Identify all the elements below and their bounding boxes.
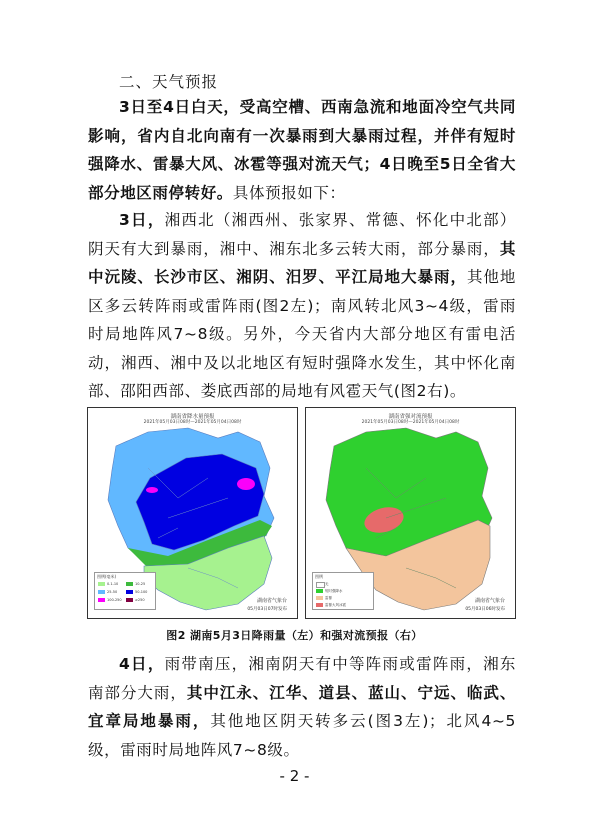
left-map-issued: 05月03日07时发布 — [247, 607, 287, 612]
left-map-subtitle: 2021年05月03日08时—2021年05月04日08时 — [143, 420, 242, 425]
day4-text-1: 雨带南压，湘南阴天有中等阵雨或雷阵雨，湘东南部分大雨， — [88, 655, 516, 702]
left-map-title: 湖南省降水量预报 — [170, 414, 215, 420]
figure-2 — [87, 407, 516, 619]
legend-label-1: 0.1-10 — [107, 582, 119, 586]
right-map-issued: 05月03日06时发布 — [465, 607, 505, 612]
legend-label-none: 无 — [325, 582, 329, 586]
paragraph-day4 — [88, 650, 516, 764]
legend-swatch-4 — [126, 590, 133, 594]
left-map-legend — [94, 572, 156, 610]
legend-swatch-6 — [126, 598, 133, 602]
legend-swatch-heavy-rain — [316, 589, 323, 593]
legend-label-5: 100-250 — [107, 598, 122, 602]
day3-text-2: 其他地区多云转阵雨或雷阵雨(图2左)；南风转北风3~4级，雷雨时局地阵风7~8级。另外，今天省内大部分地区有雷电活动，湘西、湘中及以北地区有短时强降水发生，其中怀化南部、邵阳西部、娄底西部的局地有风雹天气(图2右)。 — [88, 268, 516, 400]
legend-label-6: ≥250 — [135, 598, 145, 602]
legend-label-3: 25-50 — [107, 590, 118, 594]
overview-normal-text: 具体预报如下： — [232, 183, 346, 202]
legend-label-thunder: 雷暴 — [325, 596, 332, 600]
legend-label-heavy-rain: 短时强降水 — [325, 589, 343, 593]
day4-bold-text: 其中江永、江华、道县、蓝山、宁远、临武、宜章局地暴雨， — [88, 683, 516, 730]
page-number: - 2 - — [279, 767, 310, 785]
figure-caption: 图2 湖南5月3日降雨量（左）和强对流预报（右） — [166, 629, 423, 642]
legend-swatch-1 — [98, 582, 105, 586]
right-map-legend — [312, 572, 374, 610]
paragraph-overview — [88, 93, 516, 207]
legend-swatch-2 — [126, 582, 133, 586]
section-title: 二、天气预报 — [119, 73, 219, 91]
overview-bold-text: 3日至4日白天，受高空槽、西南急流和地面冷空气共同影响，省内自北向南有一次暴雨到大暴雨过程，并伴有短时强降水、雷暴大风、冰雹等强对流天气；4日晚至5日全省大部分地区雨停转好。 — [88, 98, 516, 202]
precipitation-forecast-map — [87, 407, 298, 619]
day3-bold-text: 其中沅陵、长沙市区、湘阴、汨罗、平江局地大暴雨， — [88, 239, 516, 286]
right-map-subtitle: 2021年05月03日08时—2021年05月04日08时 — [361, 420, 460, 425]
right-map-agency: 湖南省气象台 — [474, 598, 505, 604]
legend-swatch-5 — [98, 598, 105, 602]
legend-label-hail: 雷暴大风冰雹 — [325, 603, 346, 607]
day4-label: 4日， — [119, 655, 165, 673]
paragraph-day3 — [88, 206, 516, 406]
legend-swatch-thunder — [316, 596, 323, 600]
legend-swatch-none — [316, 582, 325, 588]
left-legend-title: 图例(毫米) — [97, 574, 117, 579]
day3-text-1: 湘西北（湘西州、张家界、常德、怀化中北部）阴天有大到暴雨，湘中、湘东北多云转大雨，部分暴雨， — [88, 211, 516, 258]
day4-text-2: 其他地区阴天转多云(图3左)；北风4~5级，雷雨时局地阵风7~8级。 — [88, 712, 516, 759]
left-map-agency: 湖南省气象台 — [256, 598, 287, 604]
legend-label-2: 10-25 — [135, 582, 146, 586]
day3-label: 3日， — [119, 211, 165, 229]
right-map-title: 湖南省强对流预报 — [388, 414, 433, 420]
legend-swatch-3 — [98, 590, 105, 594]
legend-label-4: 50-100 — [135, 590, 148, 594]
convection-forecast-map — [305, 407, 516, 619]
right-legend-title: 图例 — [315, 574, 323, 579]
legend-swatch-hail — [316, 603, 323, 607]
